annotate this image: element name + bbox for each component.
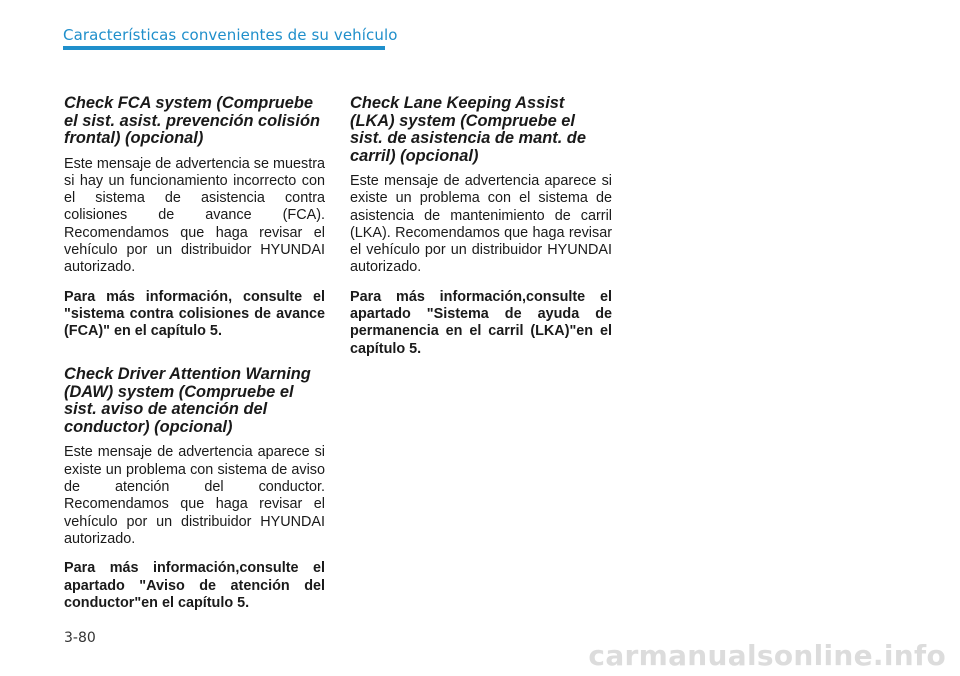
header-accent-rule (63, 46, 385, 50)
section-title-fca: Check FCA system (Compruebe el sist. asist. prevención colisión frontal) (opcional) (64, 94, 320, 147)
site-watermark: carmanualsonline.info (588, 639, 946, 672)
section-spacer (64, 340, 325, 366)
section-note-fca: Para más información, consulte el "sistema contra colisiones de avance (FCA)" en el capítulo 5. (64, 288, 325, 340)
section-lka (350, 95, 612, 358)
section-body-lka: Este mensaje de advertencia aparece si existe un problema con el sistema de asistencia de mantenimiento de carril (LKA). Recomendamos que haga revisar el vehículo por un distribuidor HYUNDAI autorizado. (350, 173, 612, 276)
right-column (350, 95, 612, 358)
chapter-title: Características convenientes de su vehículo (63, 26, 398, 44)
section-body-daw: Este mensaje de advertencia aparece si existe un problema con sistema de aviso de atención del conductor. Recomendamos que haga revisar el vehículo por un distribuidor HYUNDAI autorizado. (64, 444, 325, 547)
section-title-lka: Check Lane Keeping Assist (LKA) system (Compruebe el sist. de asistencia de mant. de carril) (opcional) (350, 94, 586, 165)
section-body-fca: Este mensaje de advertencia se muestra si hay un funcionamiento incorrecto con el sistema de asistencia contra colisiones de avance (FCA). Recomendamos que haga revisar el vehículo por un distribuidor HYUNDAI autorizado. (64, 155, 325, 276)
section-note-daw: Para más información,consulte el apartado "Aviso de atención del conductor"en el capítulo 5. (64, 560, 325, 611)
left-column (64, 95, 325, 612)
section-daw (64, 366, 325, 612)
section-fca (64, 95, 325, 340)
page-number: 3-80 (64, 630, 96, 646)
section-title-daw: Check Driver Attention Warning (DAW) system (Compruebe el sist. aviso de atención del conductor) (opcional) (64, 365, 311, 436)
section-note-lka: Para más información,consulte el apartado "Sistema de ayuda de permanencia en el carril (LKA)"en el capítulo 5. (350, 288, 612, 357)
